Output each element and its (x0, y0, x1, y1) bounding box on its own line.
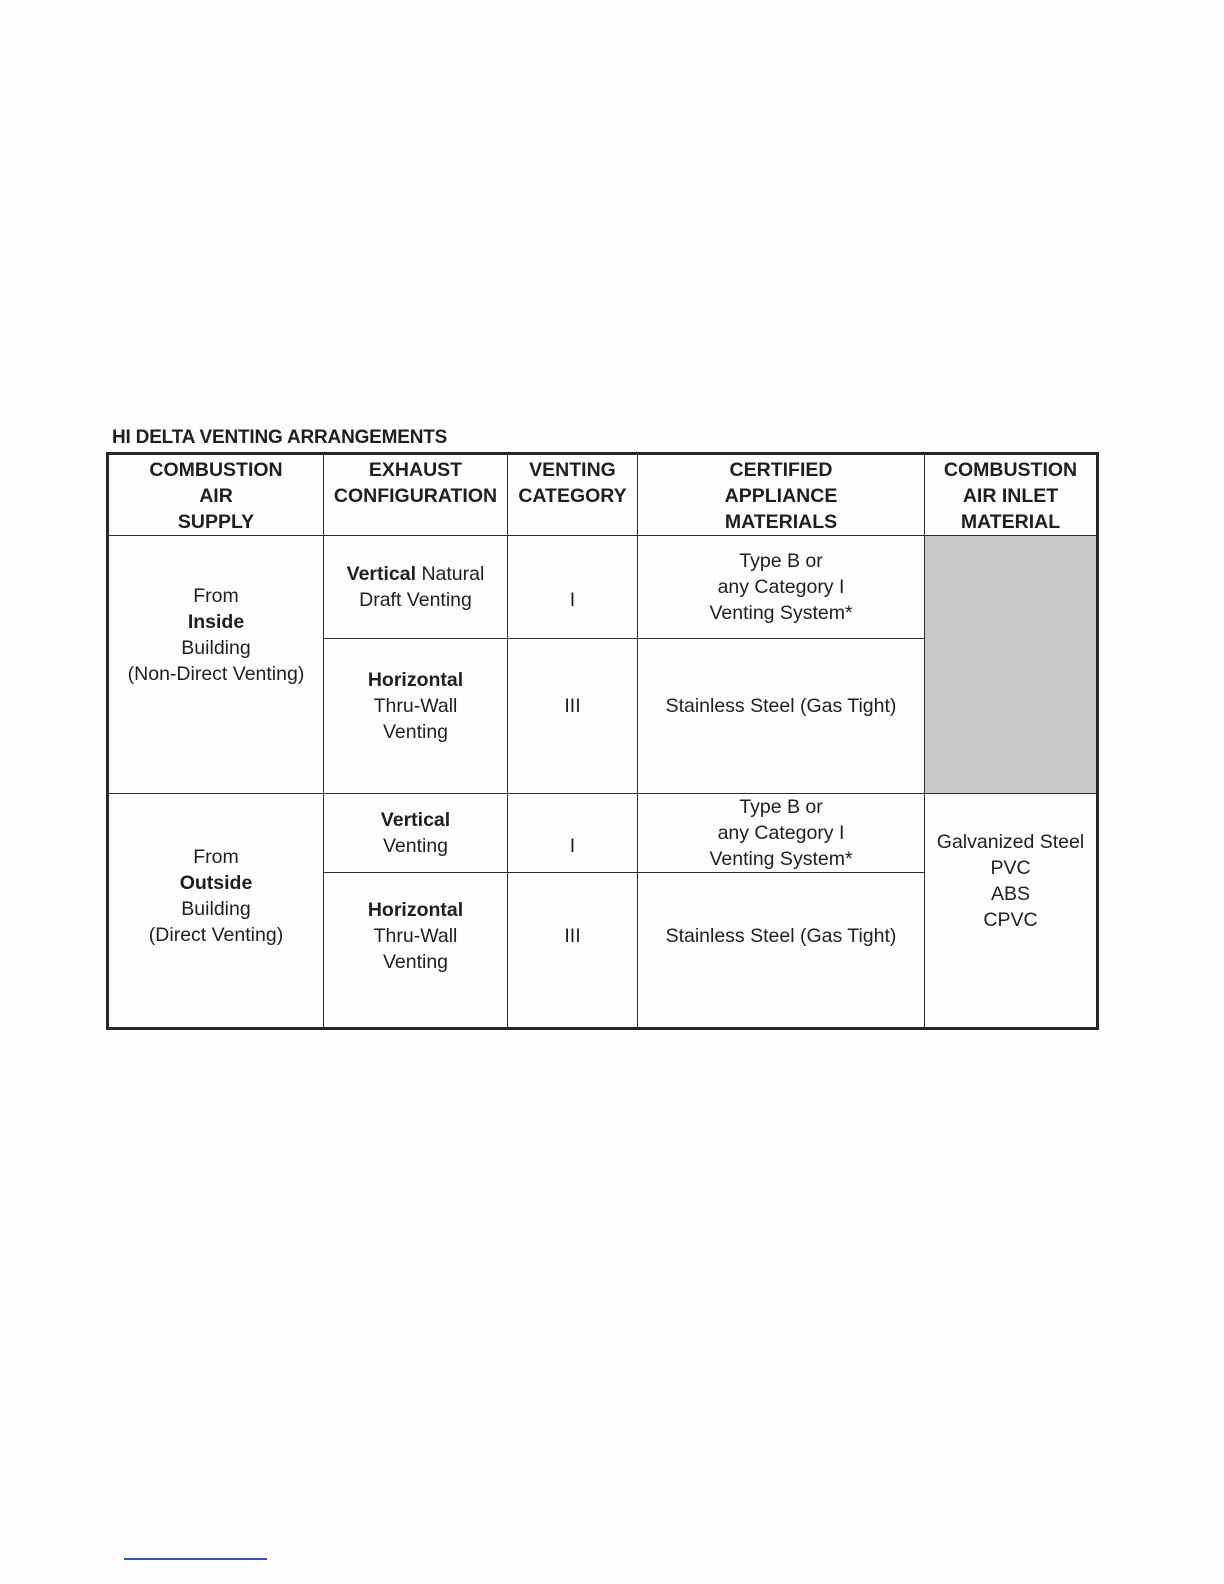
exhaust-vertical-cell: Vertical Venting (324, 794, 508, 873)
category-cell: I (508, 536, 638, 639)
exhaust-horizontal-cell: Horizontal Thru-Wall Venting (324, 873, 508, 1029)
header-combustion-air-inlet-material: COMBUSTION AIR INLET MATERIAL (925, 454, 1098, 536)
materials-cell: Stainless Steel (Gas Tight) (638, 639, 925, 794)
category-cell: I (508, 794, 638, 873)
header-combustion-air-supply: COMBUSTION AIR SUPPLY (108, 454, 324, 536)
materials-cell: Type B or any Category I Venting System* (638, 794, 925, 873)
table-title: HI DELTA VENTING ARRANGEMENTS (112, 427, 448, 448)
category-cell: III (508, 873, 638, 1029)
supply-outside-cell: From Outside Building (Direct Venting) (108, 794, 324, 1029)
header-certified-appliance-materials: CERTIFIED APPLIANCE MATERIALS (638, 454, 925, 536)
materials-cell: Type B or any Category I Venting System* (638, 536, 925, 639)
table-row (108, 536, 1098, 639)
exhaust-vertical-natural-cell: Vertical Natural Draft Venting (324, 536, 508, 639)
venting-arrangements-table (106, 452, 1099, 1030)
exhaust-horizontal-cell: Horizontal Thru-Wall Venting (324, 639, 508, 794)
table-row (108, 794, 1098, 873)
materials-cell: Stainless Steel (Gas Tight) (638, 873, 925, 1029)
inlet-material-shaded-cell (925, 536, 1098, 794)
header-venting-category: VENTING CATEGORY (508, 454, 638, 536)
inlet-material-cell: Galvanized Steel PVC ABS CPVC (925, 794, 1098, 1029)
category-cell: III (508, 639, 638, 794)
supply-inside-cell: From Inside Building (Non-Direct Venting) (108, 536, 324, 794)
footnote-divider (124, 1558, 267, 1560)
header-exhaust-configuration: EXHAUST CONFIGURATION (324, 454, 508, 536)
header-row (108, 454, 1098, 536)
